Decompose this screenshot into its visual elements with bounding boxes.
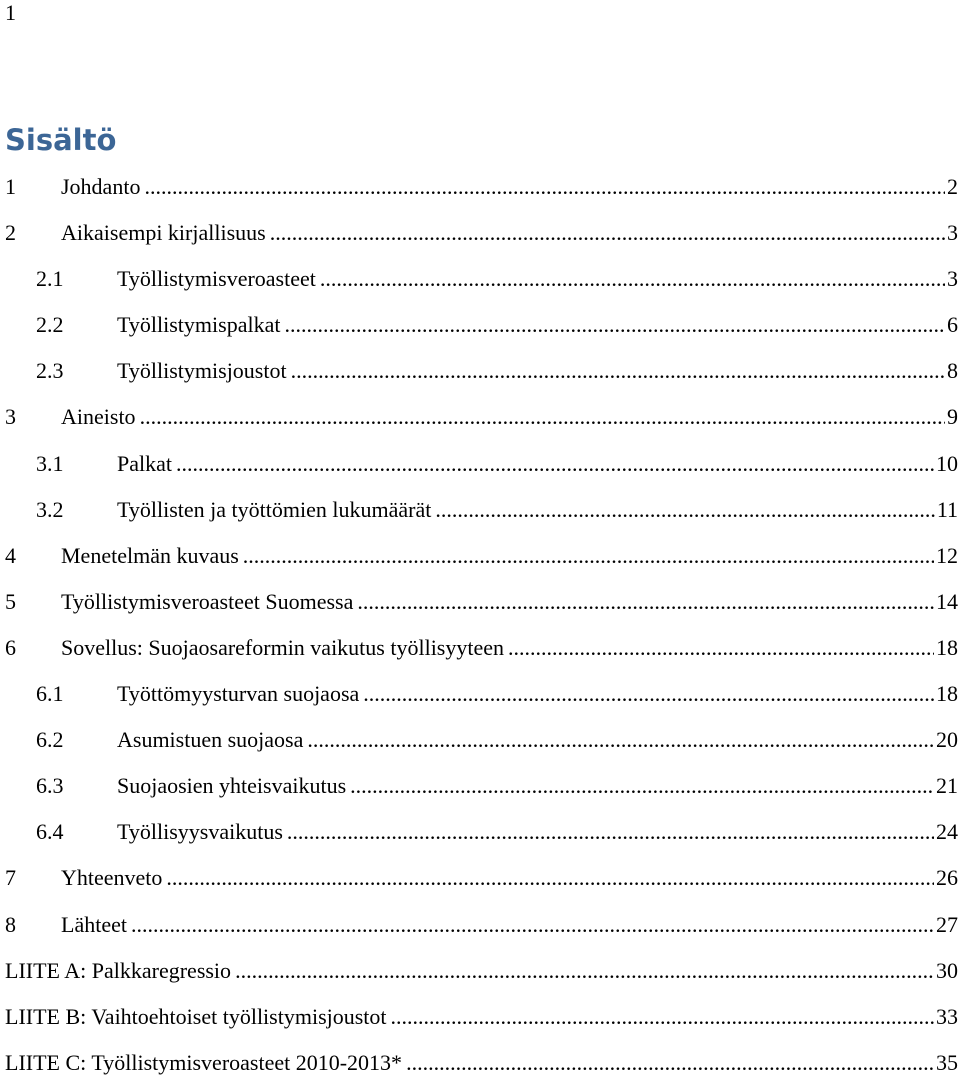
toc-entry-title: Palkat bbox=[117, 451, 172, 476]
toc-entry[interactable] bbox=[0, 1043, 960, 1083]
dot-leader bbox=[287, 812, 934, 852]
toc-entry-number: 2.3 bbox=[36, 358, 64, 383]
toc-entry-page: 35 bbox=[936, 1050, 958, 1075]
toc-entry[interactable] bbox=[0, 167, 960, 207]
toc-entry-number: 8 bbox=[5, 912, 16, 937]
toc-entry-title: LIITE A: Palkkaregressio bbox=[5, 958, 232, 983]
toc-entry-page: 33 bbox=[936, 1004, 958, 1029]
toc-entry[interactable] bbox=[0, 444, 960, 484]
dot-leader bbox=[435, 490, 934, 530]
dot-leader bbox=[508, 628, 934, 668]
toc-entry-title: Suojaosien yhteisvaikutus bbox=[117, 773, 347, 798]
toc-entry-page: 30 bbox=[936, 958, 958, 983]
toc-entry-page: 18 bbox=[936, 681, 958, 706]
dot-leader bbox=[131, 905, 934, 945]
toc-entry[interactable] bbox=[0, 858, 960, 898]
toc-entry-page: 3 bbox=[947, 266, 958, 291]
toc-entry-page: 10 bbox=[936, 451, 958, 476]
toc-entry[interactable] bbox=[0, 305, 960, 345]
dot-leader bbox=[176, 444, 934, 484]
toc-entry[interactable] bbox=[0, 536, 960, 576]
toc-entry-title: Työllisyysvaikutus bbox=[117, 819, 283, 844]
toc-entry-number: 6.2 bbox=[36, 727, 64, 752]
toc-entry[interactable] bbox=[0, 582, 960, 622]
toc-entry-number: 3.1 bbox=[36, 451, 64, 476]
dot-leader bbox=[320, 259, 945, 299]
toc-entry-title: Työllistymisveroasteet Suomessa bbox=[61, 589, 354, 614]
toc-entry-title: Aikaisempi kirjallisuus bbox=[61, 220, 266, 245]
toc-entry-page: 14 bbox=[936, 589, 958, 614]
dot-leader bbox=[350, 766, 934, 806]
toc-entry-page: 2 bbox=[947, 174, 958, 199]
toc-entry-title: Johdanto bbox=[61, 174, 141, 199]
toc-entry-number: 3 bbox=[5, 404, 16, 429]
dot-leader bbox=[243, 536, 934, 576]
toc-entry-number: 6.4 bbox=[36, 819, 64, 844]
toc-entry[interactable] bbox=[0, 213, 960, 253]
toc-entry-number: 6 bbox=[5, 635, 16, 660]
toc-entry-page: 6 bbox=[947, 312, 958, 337]
toc-entry[interactable] bbox=[0, 812, 960, 852]
dot-leader bbox=[144, 167, 945, 207]
toc-entry-page: 8 bbox=[947, 358, 958, 383]
toc-entry-title: LIITE B: Vaihtoehtoiset työllistymisjoustot bbox=[5, 1004, 387, 1029]
toc-entry[interactable] bbox=[0, 628, 960, 668]
dot-leader bbox=[291, 351, 945, 391]
toc-entry-page: 3 bbox=[947, 220, 958, 245]
dot-leader bbox=[357, 582, 934, 622]
toc-entry[interactable] bbox=[0, 720, 960, 760]
dot-leader bbox=[363, 674, 934, 714]
toc-entry[interactable] bbox=[0, 397, 960, 437]
toc-entry-number: 4 bbox=[5, 543, 16, 568]
dot-leader bbox=[307, 720, 934, 760]
page-number: 1 bbox=[5, 0, 16, 25]
dot-leader bbox=[406, 1043, 934, 1083]
toc-entry-title: Yhteenveto bbox=[61, 865, 163, 890]
toc-entry-title: Työllistymispalkat bbox=[117, 312, 281, 337]
toc-entry-number: 6.3 bbox=[36, 773, 64, 798]
toc-heading: Sisältö bbox=[5, 123, 117, 157]
toc-entry-page: 18 bbox=[936, 635, 958, 660]
dot-leader bbox=[391, 997, 934, 1037]
dot-leader bbox=[284, 305, 945, 345]
toc-entry-number: 3.2 bbox=[36, 497, 64, 522]
dot-leader bbox=[166, 858, 934, 898]
toc-entry[interactable] bbox=[0, 259, 960, 299]
toc-entry-title: Työllisten ja työttömien lukumäärät bbox=[117, 497, 432, 522]
toc-entry-page: 21 bbox=[936, 773, 958, 798]
toc-entry-number: 1 bbox=[5, 174, 16, 199]
toc-entry-page: 12 bbox=[936, 543, 958, 568]
toc-entry-number: 2 bbox=[5, 220, 16, 245]
toc-entry-page: 26 bbox=[936, 865, 958, 890]
toc-entry-page: 11 bbox=[936, 497, 958, 522]
toc-entry-title: Lähteet bbox=[61, 912, 127, 937]
toc-entry-number: 2.2 bbox=[36, 312, 64, 337]
toc-entry-page: 24 bbox=[936, 819, 958, 844]
toc-entry-title: Työllistymisveroasteet bbox=[117, 266, 316, 291]
toc-entry-page: 20 bbox=[936, 727, 958, 752]
toc-entry-number: 6.1 bbox=[36, 681, 64, 706]
toc-entry-title: Työllistymisjoustot bbox=[117, 358, 287, 383]
dot-leader bbox=[140, 397, 945, 437]
toc-entry[interactable] bbox=[0, 766, 960, 806]
toc-entry-title: Asumistuen suojaosa bbox=[117, 727, 304, 752]
toc-entry[interactable] bbox=[0, 351, 960, 391]
toc-entry[interactable] bbox=[0, 490, 960, 530]
toc-entry-title: Menetelmän kuvaus bbox=[61, 543, 239, 568]
toc-entry[interactable] bbox=[0, 905, 960, 945]
toc-entry-number: 5 bbox=[5, 589, 16, 614]
dot-leader bbox=[235, 951, 934, 991]
toc-entry-title: Sovellus: Suojaosareformin vaikutus työllisyyteen bbox=[61, 635, 505, 660]
toc-entry-page: 9 bbox=[947, 404, 958, 429]
toc-entry[interactable] bbox=[0, 951, 960, 991]
toc-entry-title: LIITE C: Työllistymisveroasteet 2010-2013* bbox=[5, 1050, 403, 1075]
toc-entry[interactable] bbox=[0, 997, 960, 1037]
toc-entry[interactable] bbox=[0, 674, 960, 714]
toc-entry-page: 27 bbox=[936, 912, 958, 937]
toc-entry-title: Aineisto bbox=[61, 404, 136, 429]
toc-entry-title: Työttömyysturvan suojaosa bbox=[117, 681, 360, 706]
toc-entry-number: 2.1 bbox=[36, 266, 64, 291]
toc-entry-number: 7 bbox=[5, 865, 16, 890]
dot-leader bbox=[270, 213, 945, 253]
